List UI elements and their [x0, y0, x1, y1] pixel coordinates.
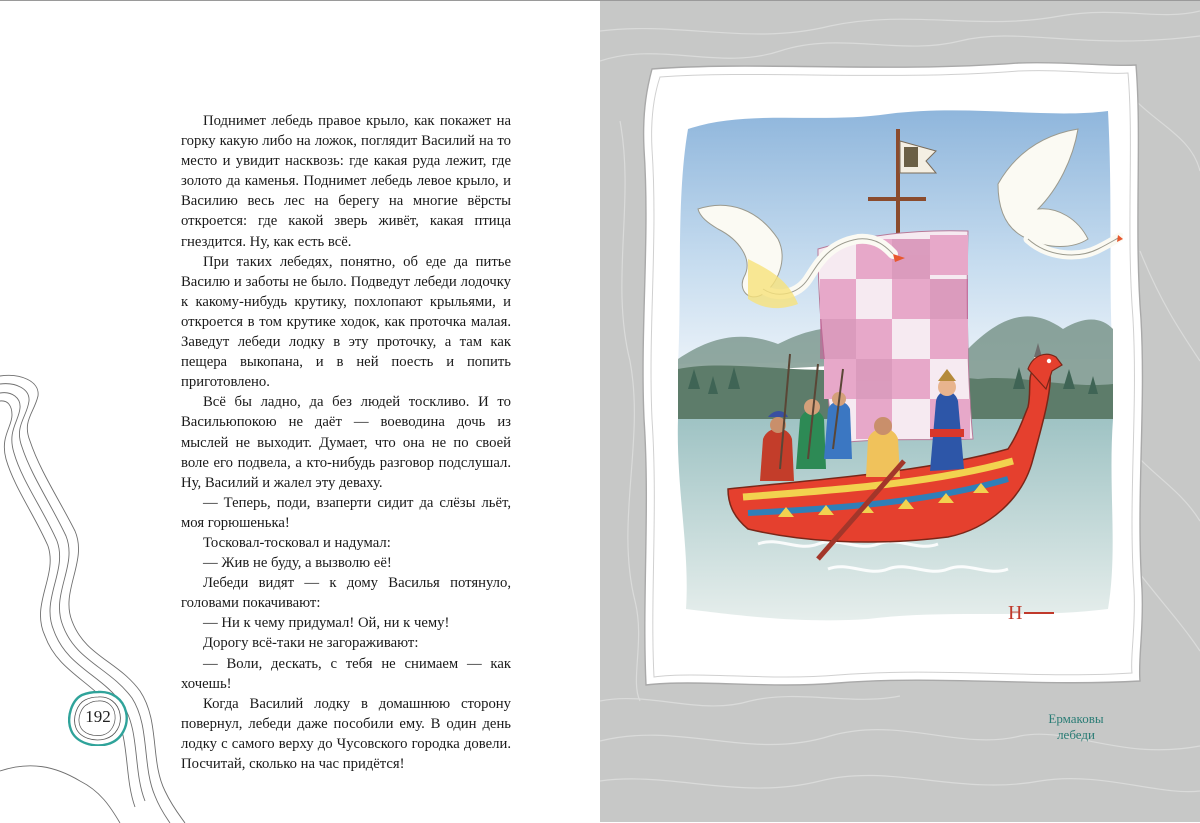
dialogue-line: — Воли, дескать, с тебя не снимаем — как хочешь! [181, 655, 511, 692]
paragraph: Поднимет лебедь правое крыло, как покажет на горку какую либо на ложок, поглядит Василий на то место и увидит насквозь: где какая руда лежит, где золото да каменья. Поднимет лебедь левое крыло, и Василию весь лес на берегу на многие вёрсты откроется: где какой зверь живёт, какая птица гнездится. Ну, как есть всё. [181, 113, 511, 250]
illustration-caption [1016, 711, 1136, 743]
paragraph: При таких лебедях, понятно, об еде да питье Василю и заботы не было. Подведут лебеди лодочку к какому-нибудь крутику, похлопают крыльями, и откроется в том крутике ходок, как проточка малая. Заведут лебеди лодку в эту проточку, а там как пещера выкопана, и в ней поесть и попить приготовлено. [181, 253, 511, 391]
page-number: 192 [85, 707, 111, 726]
right-page [600, 0, 1200, 822]
paragraph: Дорогу всё-таки не загораживают: [203, 635, 419, 652]
story-text [181, 111, 511, 774]
dialogue-line: — Теперь, поди, взаперти сидит да слёзы льёт, моя горюшенька! [181, 494, 511, 531]
caption-line: лебеди [1057, 727, 1095, 742]
boat-swans-illustration [668, 89, 1123, 649]
artist-signature: Н [1008, 602, 1023, 624]
dialogue-line: — Ни к чему придумал! Ой, ни к чему! [203, 615, 450, 632]
caption-line: Ермаковы [1048, 711, 1104, 726]
paragraph: Лебеди видят — к дому Василья потянуло, головами покачивают: [181, 575, 511, 612]
paragraph: Тосковал-тосковал и надумал: [203, 534, 391, 551]
left-page [0, 0, 600, 822]
paragraph: Всё бы ладно, да без людей тоскливо. И то Васильюпокою не даёт — воеводина дочь из мыслей не выходит. Думает, что она не по своей воле его подвела, а кто-нибудь разговор подслушал. Ну, Василий и жалел эту деваху. [181, 394, 511, 491]
paragraph: Когда Василий лодку в домашнюю сторону повернул, лебеди даже пособили ему. В один день лодку с самого верху до Чусовского городка довели. Посчитай, сколько на час придётся! [181, 695, 511, 772]
dialogue-line: — Жив не буду, а вызволю её! [203, 555, 392, 572]
